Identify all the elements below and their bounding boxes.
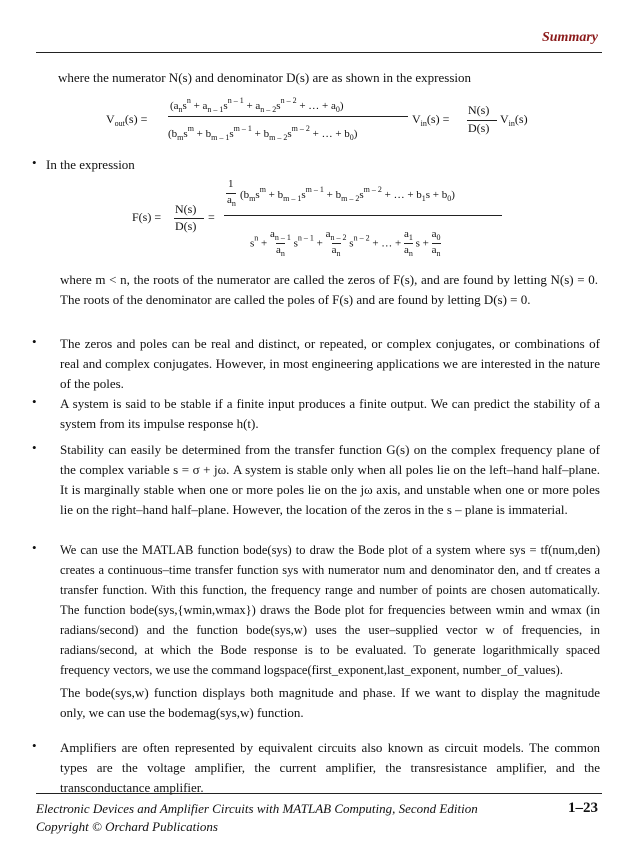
bullet-text: Stability can easily be determined from the transfer function G(s) on the complex frequency plane of the complex variable s = σ + jω. A system is stable only when all poles lie on the left–hand half–plane. It is marginally stable when one or more poles lie on the jω axis, and unstable when one or more poles lie on the right–hand half–plane. However, the location of the zeros in the s – plane is immaterial. [60,442,600,517]
eq1-ratio-num: N(s) [468,103,490,117]
bullet-text: The zeros and poles can be real and distinct, or repeated, or complex conjugates, or combinations of real and complex conjugates. However, in most engineering applications we are interested in the nature of the poles. [60,336,600,391]
footer-rule [36,793,602,794]
eq1-vin2: $V_{in}(s)$ [500,112,528,128]
running-header-title: Summary [541,30,598,45]
footer-book-title: Electronic Devices and Amplifier Circuits with MATLAB Computing, Second Edition [36,801,478,816]
bullet-text: We can use the MATLAB function bode(sys) to draw the Bode plot of a system where sys = tf(num,den) creates a continuous–time transfer function sys with numerator num and denominator den, and tf creates a transfer function. With this function, the frequency range and number of points are chosen automatically. The function bode(sys,{wmin,wmax}) draws the Bode plot for frequencies between wmin and wmax (in radians/second) and the function bode(sys,w) uses the user–supplied vector w of frequencies, in radians/second, at which the Bode response is to be evaluated. To generate logarithmically spaced frequency vectors, we use the command logspace(first_exponent,last_exponent, number_of_values). [60,543,600,677]
eq2-lhs: F(s) = [132,210,162,224]
eq2-an: $a_n$ [227,194,236,208]
zeros-paragraph [60,270,598,310]
eq1-fraction-bar [168,116,408,117]
intro-text-content: where the numerator N(s) and denominator D(s) are as shown in the expression [58,70,471,85]
page-number: 1–23 [568,800,598,816]
bullet-dot: • [32,440,37,455]
eq1-ratio-den: D(s) [468,121,490,135]
bullet-text: Amplifiers are often represented by equivalent circuits also known as circuit models. The common types are the voltage amplifier, the current amplifier, the transresistance amplifier, and the transconductance amplifier. [60,740,600,795]
bullet-in-expression [46,155,586,175]
eq2-ratio-den: D(s) [175,219,197,233]
eq2-fraction-bar [224,215,502,216]
bullet-zeros-poles [60,334,600,394]
header-rule [36,52,602,53]
bullet-stability-plane [60,440,600,520]
eq2-denominator: $s^n + a_{n - 1}$ $a_n$ $s^{n - 1} + a_{n - 2}$ $a_n$ $s^{n - 2}$ + … + $a_1$ $a_n$ $s + a_0$ $a_n$ [250,228,441,258]
eq2-one: 1 [228,178,234,190]
eq1-vin: $V_{in}(s)$ = [412,112,450,128]
bodemag-paragraph [60,683,600,723]
eq1-lhs: $V_{out}(s)$ = [106,112,148,128]
bullet-dot: • [32,334,37,349]
bullet-text: A system is said to be stable if a finite input produces a finite output. We can predict the stability of a system from its impulse response h(t). [60,396,600,431]
zeros-paragraph-text: where m < n, the roots of the numerator are called the zeros of F(s), and are found by letting N(s) = 0. The roots of the denominator are called the poles of F(s) and are found by letting D(s) = 0. [60,272,598,307]
bullet-amplifiers [60,738,600,798]
eq1-numerator: ($a_ns^n + a_{n - 1}s^{n - 1} + a_{n - 2}s^{n - 2}$ + … + $a_0$) [170,96,344,114]
eq2-numerator: ($b_ms^m + b_{m - 1}s^{m - 1} + b_{m - 2}s^{m - 2}$ + … + $b_1s + b_0$) [240,185,455,203]
bullet-stability-def [60,394,600,434]
eq2-ratio-num: N(s) [175,202,197,216]
bullet-dot: • [32,155,37,170]
eq2-equals: = [208,210,215,224]
footer-copyright: Copyright © Orchard Publications [36,819,218,834]
bullet-matlab-bode [60,540,600,680]
bullet-dot: • [32,738,37,753]
bullet-dot: • [32,394,37,409]
intro-text [58,68,598,88]
bodemag-paragraph-text: The bode(sys,w) function displays both magnitude and phase. If we want to display the magnitude only, we can use the bodemag(sys,w) function. [60,685,600,720]
eq1-denominator: ($b_ms^m + b_{m - 1}s^{m - 1} + b_{m - 2}s^{m - 2}$ + … + $b_0$) [168,124,358,142]
bullet-dot: • [32,540,37,555]
bullet-text: In the expression [46,157,135,172]
